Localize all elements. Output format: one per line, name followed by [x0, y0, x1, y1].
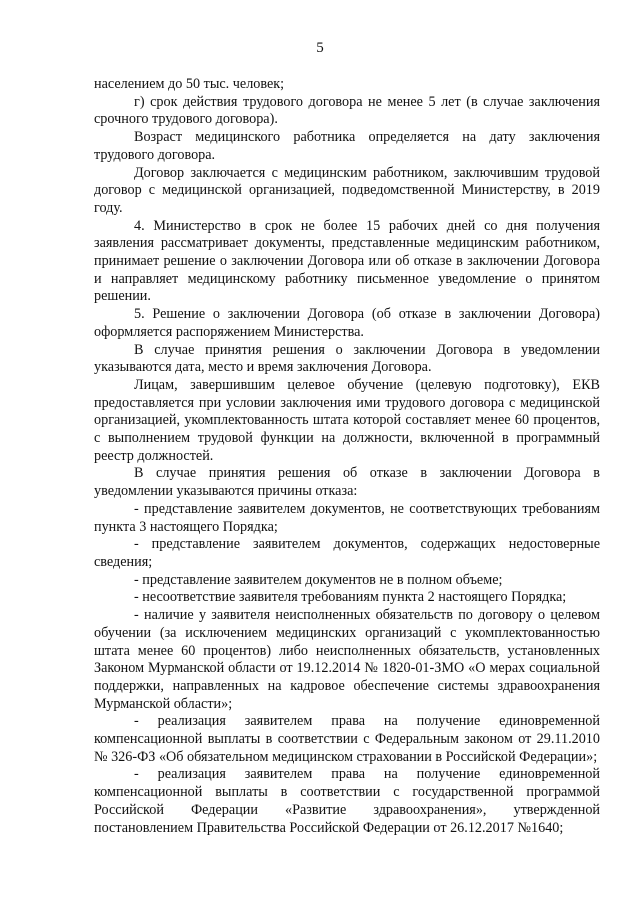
paragraph: 5. Решение о заключении Договора (об отказе в заключении Договора) оформляется распоряжением Министерства. [94, 306, 600, 340]
paragraph: В случае принятия решения об отказе в заключении Договора в уведомлении указываются причины отказа: [94, 465, 600, 500]
paragraph: Договор заключается с медицинским работником, заключившим трудовой договор с медицинской организацией, подведомственной Министерству, в 2019 году. [94, 164, 600, 216]
paragraph: - представление заявителем документов не в полном объеме; [134, 571, 503, 588]
paragraph: населением до 50 тыс. человек; [94, 76, 285, 92]
paragraph: Возраст медицинского работника определяется на дату заключения трудового договора. [94, 129, 600, 163]
paragraph: В случае принятия решения о заключении Договора в уведомлении указываются дата, место и время заключения Договора. [94, 341, 600, 376]
paragraph: - представление заявителем документов, не соответствующих требованиям пункта 3 настоящего Порядка; [94, 500, 600, 535]
paragraph: - несоответствие заявителя требованиям пункта 2 настоящего Порядка; [134, 589, 567, 606]
paragraph: - наличие у заявителя неисполненных обязательств по договору о целевом обучении (за исключением медицинских организаций с укомплектованностью штата менее 60 процентов) либо неисполненных обязательств, установленных Законом Мурманской области от 19.12.2014 № 1820-01-ЗМО «О мерах социальной поддержки, направленных на кадровое обеспечение системы здравоохранения Мурманской области»; [94, 607, 600, 712]
paragraph: - представление заявителем документов, содержащих недостоверные сведения; [94, 536, 600, 570]
paragraph: - реализация заявителем права на получение единовременной компенсационной выплаты в соответствии с государственной программой Российской Федерации «Развитие здравоохранения», утвержденной постановлением Правительства Российской Федерации от 26.12.2017 №1640; [94, 766, 600, 836]
page-number: 5 [316, 40, 324, 56]
paragraph: Лицам, завершившим целевое обучение (целевую подготовку), ЕКВ предоставляется при условии заключения ими трудового договора с медицинской организацией, укомплектованность штата которой составляет менее 60 процентов, с выполнением трудовой функции на должности, включенной в программный реестр должностей. [94, 376, 600, 464]
paragraph: - реализация заявителем права на получение единовременной компенсационной выплаты в соответствии с Федеральным законом от 29.11.2010 № 326-ФЗ «Об обязательном медицинском страховании в Российской Федерации»; [94, 713, 600, 765]
document-body [94, 76, 600, 837]
paragraph: г) срок действия трудового договора не менее 5 лет (в случае заключения срочного трудового договора). [94, 93, 600, 128]
paragraph: 4. Министерство в срок не более 15 рабочих дней со дня получения заявления рассматривает документы, представленные медицинским работником, принимает решение о заключении Договора или об отказе в заключении Договора и направляет медицинскому работнику письменное уведомление о принятом решении. [94, 217, 600, 305]
